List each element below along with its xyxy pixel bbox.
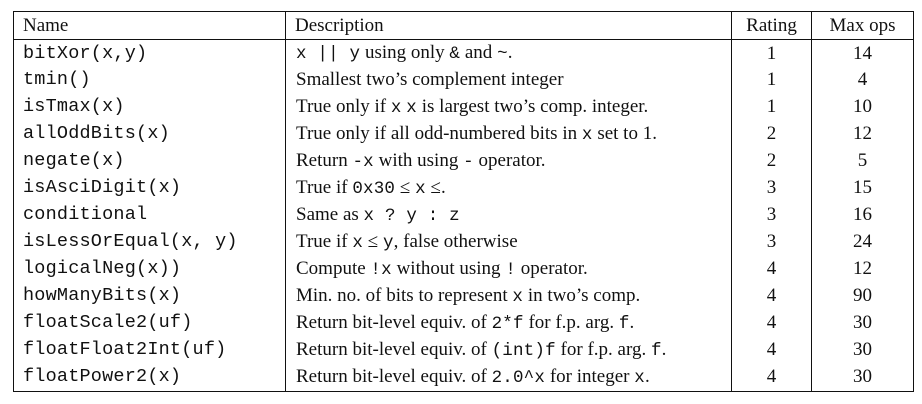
description-text: ≤ [395, 176, 416, 198]
puzzle-description-cell [286, 94, 732, 121]
table-row [14, 175, 914, 202]
header-rating: Rating [732, 12, 812, 40]
description-text: Return bit-level equiv. of [296, 338, 492, 360]
code-fragment: x [512, 286, 524, 307]
puzzle-description-cell [286, 202, 732, 229]
description-text: is largest two’s comp. integer. [417, 95, 649, 117]
puzzle-max-ops-cell: 90 [812, 283, 914, 310]
puzzle-name-cell: tmin() [14, 67, 286, 94]
puzzle-description-cell [286, 256, 732, 283]
description-text: in two’s comp. [523, 284, 641, 306]
description-text: True only if [296, 95, 391, 117]
description-text: using only [360, 42, 450, 63]
description-text: for integer [545, 365, 635, 387]
puzzle-rating-cell: 1 [732, 67, 812, 94]
code-fragment: f [618, 313, 630, 334]
description-text: operator. [473, 149, 546, 171]
puzzle-name-cell: isTmax(x) [14, 94, 286, 121]
header-description: Description [286, 12, 732, 40]
puzzle-max-ops-cell: 30 [812, 337, 914, 364]
description-text: and [460, 42, 498, 63]
puzzle-rating-cell: 3 [732, 202, 812, 229]
puzzle-name-cell: howManyBits(x) [14, 283, 286, 310]
table-row [14, 310, 914, 337]
description-text: ≤. [425, 176, 446, 198]
puzzle-description-cell [286, 67, 732, 94]
puzzle-description-cell [286, 121, 732, 148]
puzzle-description-cell [286, 148, 732, 175]
description-text: for f.p. arg. [523, 311, 619, 333]
code-fragment: - [463, 151, 474, 172]
table-row [14, 67, 914, 94]
puzzle-description-cell [286, 40, 732, 68]
description-text: for f.p. arg. [555, 338, 651, 360]
puzzle-name-cell: conditional [14, 202, 286, 229]
code-fragment: y [382, 232, 394, 253]
description-text: True only if all odd-numbered bits in [296, 122, 582, 144]
puzzle-description-cell [286, 310, 732, 337]
puzzle-rating-cell: 4 [732, 283, 812, 310]
puzzle-description-cell [286, 283, 732, 310]
description-text: . [644, 365, 650, 387]
code-fragment: (int)f [491, 340, 556, 361]
puzzle-name-cell: isLessOrEqual(x, y) [14, 229, 286, 256]
description-text: Smallest two’s complement integer [296, 69, 564, 91]
header-row [14, 12, 914, 40]
puzzle-description-cell [286, 364, 732, 392]
description-text: operator. [516, 257, 588, 279]
code-fragment: x [634, 367, 645, 388]
description-text: with using [373, 149, 464, 171]
puzzle-description-cell [286, 229, 732, 256]
puzzle-rating-cell: 4 [732, 256, 812, 283]
code-fragment: x [581, 124, 593, 145]
description-text: True if [296, 230, 353, 252]
description-text: Return [296, 149, 353, 171]
puzzle-name-cell: floatPower2(x) [14, 364, 286, 392]
table-row [14, 94, 914, 121]
header-max-ops: Max ops [812, 12, 914, 40]
puzzle-name-cell: negate(x) [14, 148, 286, 175]
puzzle-max-ops-cell: 15 [812, 175, 914, 202]
description-text: . [507, 42, 513, 63]
puzzle-max-ops-cell: 10 [812, 94, 914, 121]
description-text: , false otherwise [393, 230, 518, 252]
puzzle-description-cell [286, 175, 732, 202]
table-row [14, 283, 914, 310]
description-text: . [629, 311, 635, 333]
table-row [14, 229, 914, 256]
code-fragment: x [415, 178, 426, 199]
code-fragment: ! [505, 259, 517, 280]
table-row [14, 202, 914, 229]
puzzle-rating-cell: 1 [732, 40, 812, 68]
description-text: Return bit-level equiv. of [296, 311, 492, 333]
puzzle-name-cell: allOddBits(x) [14, 121, 286, 148]
puzzle-rating-cell: 4 [732, 364, 812, 392]
code-fragment: x [390, 97, 402, 118]
description-text: Compute [296, 257, 371, 279]
puzzle-name-cell: floatFloat2Int(uf) [14, 337, 286, 364]
code-fragment: -x [352, 151, 374, 172]
puzzle-max-ops-cell: 5 [812, 148, 914, 175]
description-text: without using [391, 257, 506, 279]
description-text: Same as [296, 203, 364, 225]
puzzle-max-ops-cell: 12 [812, 256, 914, 283]
code-fragment: 0x30 [352, 178, 396, 199]
puzzle-name-cell: logicalNeg(x)) [14, 256, 286, 283]
code-fragment: x [406, 97, 417, 118]
code-fragment: x || y [296, 44, 361, 64]
description-text: Min. no. of bits to represent [296, 284, 513, 306]
table-row [14, 121, 914, 148]
puzzle-rating-cell: 4 [732, 337, 812, 364]
puzzle-rating-cell: 3 [732, 175, 812, 202]
code-fragment: f [650, 340, 662, 361]
description-text: True if [296, 176, 353, 198]
puzzle-rating-cell: 4 [732, 310, 812, 337]
puzzle-max-ops-cell: 14 [812, 40, 914, 68]
table-row [14, 256, 914, 283]
description-text: ≤ [363, 230, 383, 252]
table-row [14, 364, 914, 392]
code-fragment: !x [370, 259, 392, 280]
header-name: Name [14, 12, 286, 40]
puzzle-name-cell: floatScale2(uf) [14, 310, 286, 337]
code-fragment: x ? y : z [363, 205, 460, 226]
code-fragment: 2*f [491, 313, 524, 334]
table-row [14, 337, 914, 364]
puzzle-rating-cell: 2 [732, 148, 812, 175]
puzzle-max-ops-cell: 30 [812, 364, 914, 392]
puzzle-max-ops-cell: 16 [812, 202, 914, 229]
puzzle-description-cell [286, 337, 732, 364]
description-text: . [661, 338, 667, 360]
puzzle-rating-cell: 2 [732, 121, 812, 148]
puzzle-max-ops-cell: 30 [812, 310, 914, 337]
table-row [14, 148, 914, 175]
puzzle-max-ops-cell: 12 [812, 121, 914, 148]
code-fragment: ~ [497, 44, 508, 64]
table-row [14, 40, 914, 68]
table-header [14, 12, 914, 40]
code-fragment: 2.0^x [491, 367, 546, 388]
code-fragment: & [449, 44, 461, 64]
puzzle-rating-cell: 3 [732, 229, 812, 256]
table-body [14, 40, 914, 392]
puzzle-table [13, 11, 914, 392]
puzzle-max-ops-cell: 4 [812, 67, 914, 94]
puzzle-max-ops-cell: 24 [812, 229, 914, 256]
puzzle-name-cell: bitXor(x,y) [14, 40, 286, 68]
description-text: set to 1. [592, 122, 657, 144]
puzzle-rating-cell: 1 [732, 94, 812, 121]
description-text: Return bit-level equiv. of [296, 365, 492, 387]
puzzle-name-cell: isAsciDigit(x) [14, 175, 286, 202]
code-fragment: x [352, 232, 364, 253]
